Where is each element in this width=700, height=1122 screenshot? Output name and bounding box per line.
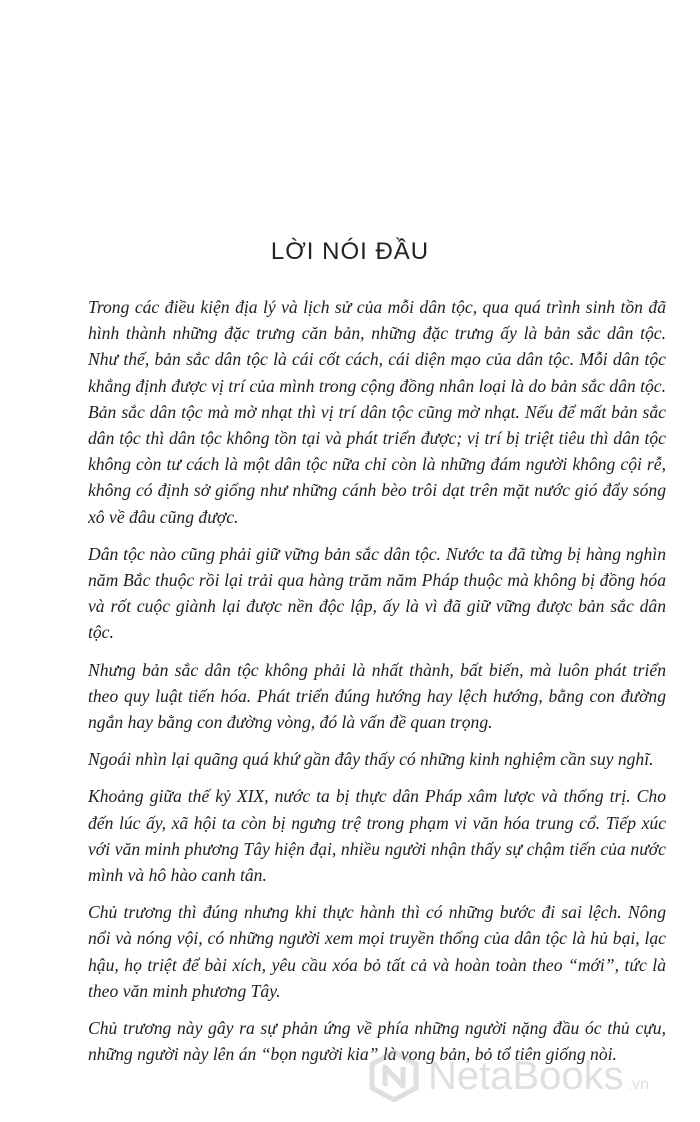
paragraph-7: Chủ trương này gây ra sự phản ứng về phía những người nặng đầu óc thủ cựu, những người này lên án “bọn người kia” là vong bản, bỏ tổ tiên giống nòi. xyxy=(88,1018,666,1065)
paragraph-4: Ngoái nhìn lại quãng quá khứ gần đây thấy có những kinh nghiệm cần suy nghĩ. xyxy=(88,749,654,770)
paragraph-1: Trong các điều kiện địa lý và lịch sử của mỗi dân tộc, qua quá trình sinh tồn đã hình thành những đặc trưng căn bản, những đặc trưng ấy là bản sắc dân tộc. Như thế, bản sắc dân tộc là cái cốt cách, cái diện mạo của dân tộc. Mỗi dân tộc khẳng định được vị trí của mình trong cộng đồng nhân loại là do bản sắc dân tộc. Bản sắc dân tộc mà mờ nhạt thì vị trí dân tộc cũng mờ nhạt. Nếu để mất bản sắc dân tộc thì dân tộc không tồn tại và phát triển được; vị trí bị triệt tiêu thì dân tộc không còn tư cách là một dân tộc nữa chỉ còn là những đám người không cội rễ, không có định sở giống như những cánh bèo trôi dạt trên mặt nước gió đẩy sóng xô về đâu cũng được. xyxy=(88,297,666,527)
paragraph-3: Nhưng bản sắc dân tộc không phải là nhất thành, bất biến, mà luôn phát triển theo quy luật tiến hóa. Phát triển đúng hướng hay lệch hướng, bằng con đường ngắn hay bằng con đường vòng, đó là vấn đề quan trọng. xyxy=(88,659,666,733)
paragraph-5: Khoảng giữa thế kỷ XIX, nước ta bị thực dân Pháp xâm lược và thống trị. Cho đến lúc ấy, xã hội ta còn bị ngưng trệ trong phạm vi văn hóa trung cổ. Tiếp xúc với văn minh phương Tây hiện đại, nhiều người nhận thấy sự chậm tiến của nước mình và hô hào canh tân. xyxy=(88,786,666,886)
body-text xyxy=(88,294,666,1078)
watermark xyxy=(368,1046,649,1106)
paragraph-6: Chủ trương thì đúng nhưng khi thực hành thì có những bước đi sai lệch. Nông nổi và nóng vội, có những người xem mọi truyền thống của dân tộc là hủ bại, lạc hậu, họ triệt để bài xích, yêu cầu xóa bỏ tất cả và hoàn toàn theo “mới”, tức là theo văn minh phương Tây. xyxy=(88,902,666,1001)
page-title: LỜI NÓI ĐẦU xyxy=(270,238,430,266)
watermark-brand: NetaBooks xyxy=(428,1054,624,1098)
paragraph-2: Dân tộc nào cũng phải giữ vững bản sắc dân tộc. Nước ta đã từng bị hàng nghìn năm Bắc thuộc rồi lại trải qua hàng trăm năm Pháp thuộc mà không bị đồng hóa và rốt cuộc giành lại được nền độc lập, ấy là vì đã giữ vững được bản sắc dân tộc. xyxy=(88,543,666,643)
netabooks-logo-icon xyxy=(368,1050,420,1102)
watermark-suffix: .vn xyxy=(627,1076,650,1093)
